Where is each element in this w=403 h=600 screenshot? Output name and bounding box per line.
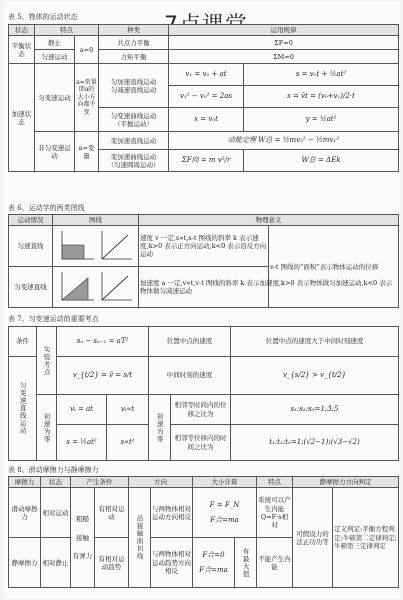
t5-eq1: v₁ = v₀ + at	[169, 64, 244, 86]
t5-eq6: y = ½at²	[244, 108, 399, 132]
t6-row2-label: 匀变速直线	[9, 267, 53, 308]
t7-row-label: 匀变速直线运动	[9, 357, 37, 461]
t8-f-ma: F合=ma	[210, 515, 239, 524]
t7-equal-time-ratio: s₁:s₂:s₃=1:3:5	[231, 395, 399, 425]
table8-caption: 表 8、滑动摩擦力与静摩擦力	[8, 466, 99, 474]
table8	[8, 476, 399, 588]
t8-elastic: 有弹力	[72, 551, 93, 560]
t6-row2-graphs	[53, 267, 139, 308]
t5-eq7: ΣF向 = m v²/r	[169, 150, 244, 172]
t5-moment: 力矩平衡	[99, 50, 169, 64]
t8-max-value: 有最大值	[235, 538, 257, 588]
t8-relative-move: 相对运动	[41, 488, 71, 538]
t6-row1-svg	[56, 227, 136, 263]
t5-common: 共点力平衡	[99, 36, 169, 50]
t6-h-graph: 图线	[53, 215, 139, 226]
t7-init-zero: 初速为零	[37, 395, 57, 461]
t8-h-5: 特点	[257, 477, 293, 488]
t5-uniform: 匀速运动	[35, 50, 75, 64]
t7-cond: 条件	[9, 327, 37, 357]
t7-equal-time: 相邻等时间内的位移之比为	[171, 395, 231, 425]
t6-row2-desc: 加速度 a 一定,v∝t,v-t 图线的斜率 k 表示加速度,k>0 表示物体做匀加速运动,k<0 表示物体做匀减速运动	[139, 267, 399, 308]
t8-judge-detail: 定义判定:平衡方程判定;牛顿第二定律判定;牛顿第三定律判定	[333, 488, 399, 588]
t7-mid-time: 中间时刻的速度	[149, 357, 231, 395]
t5-var-straight: 变加速直线运动	[99, 132, 169, 150]
table7	[8, 326, 399, 461]
t7-mid-time-left: v_{t/2} = v̄ = s/t	[57, 357, 149, 395]
t5-eq3: v₁² − v₀² = 2as	[169, 86, 244, 108]
t7-equal-disp: 相邻等位移内的时间之比为	[171, 425, 231, 461]
t7-v-at: vₜ = at	[57, 395, 107, 425]
t8-f-mu-n: F = F_N	[209, 500, 240, 509]
t5-eq4: s = v̄t = (v₀+v₁)/2·t	[244, 86, 399, 108]
t5-eq5: x = v₀t	[169, 108, 244, 132]
t7-delta-s: sₙ − sₙ₋₁ = aT²	[57, 327, 149, 357]
t7-pos-mid: 位置中点的速度	[149, 327, 231, 357]
t5-kinetic: 动能定理 W总 = ½mv₂² − ½mv₁²	[169, 132, 399, 150]
t8-h-2: 产生条件	[71, 477, 129, 488]
t6-h-case: 运动情况	[9, 215, 53, 226]
table5	[8, 24, 399, 172]
t8-opposite-tend: 与两物体相对运动趋势方向相反	[151, 538, 193, 588]
t6-row2-svg	[56, 268, 136, 304]
t8-has-relative: 有相对运动	[95, 488, 129, 538]
t8-h-6: 静摩擦力方向判定	[293, 477, 399, 488]
t5-h-feature: 特点	[35, 25, 99, 36]
t5-straight: 匀加速直线运动 匀减速直线运动	[99, 64, 169, 108]
t8-judge-method: 可假设力的法正功功等	[293, 488, 333, 588]
t8-f-mu	[193, 488, 257, 538]
t8-feature-sliding: 系统可以产生内能 Q=F·s相对	[257, 488, 293, 538]
t6-row1-desc: 速度 v 一定,s∝t,s-t 图线的斜率 k 表示速度,k>0 表示正方向运动,k<0 表示沿反方向运动	[139, 226, 269, 267]
t8-feature-static: 不能产生内能	[257, 538, 293, 588]
table6-caption: 表 6、运动学的两类图线	[8, 204, 85, 212]
t7-equal-disp-ratio: t₁:t₂:t₃=1:(√2−1):(√3−√2)	[231, 425, 399, 461]
t7-init-zero2: 初速为零	[149, 395, 171, 461]
t5-summ: ΣM=0	[169, 50, 399, 64]
t5-var-curve: 变加速曲线运动 （匀速圆周运动）	[99, 150, 169, 172]
t6-row1-graphs	[53, 226, 139, 267]
t5-a-zero: a=0	[75, 36, 99, 64]
t8-f-static	[193, 538, 235, 588]
t5-balance: 平衡状态	[9, 36, 35, 64]
sheet	[4, 2, 400, 598]
t8-opposite-move: 与两物体相对运动方向相反	[151, 488, 193, 538]
vt-line	[102, 276, 128, 300]
t8-rough: 粗糙	[76, 515, 89, 524]
t5-h-kind: 种类	[99, 25, 169, 36]
t6-row1-right: v-t 图线的“面积”表示物体运动的位移	[269, 226, 399, 308]
t7-s-prop: s∝t²	[107, 425, 149, 461]
t5-a-const: a=常量即a的大小方向都不变	[75, 64, 99, 132]
t5-uniform-var: 匀变速运动	[35, 64, 75, 132]
t8-contact: 接触	[76, 533, 89, 542]
t8-h-3: 方向	[129, 477, 193, 488]
t8-sliding: 滑动摩擦力	[9, 488, 41, 538]
t7-v-prop: vₜ∝t	[107, 395, 149, 425]
t8-f-ma2: F合=ma	[199, 565, 228, 574]
t5-h-law: 运用规律	[169, 25, 399, 36]
t5-a-var: a=变量	[75, 132, 99, 172]
t5-eq8: W总 = ΔEk	[244, 150, 399, 172]
t8-along: 沿接触面切线	[129, 488, 151, 588]
t6-h-meaning: 物理意义	[139, 215, 399, 226]
t5-accel: 加速状态	[9, 64, 35, 172]
t7-exam: 实验考点	[37, 327, 57, 395]
t8-static: 静摩擦力	[9, 538, 41, 588]
vt-flat-area	[62, 245, 84, 259]
t5-h-state: 状态	[9, 25, 35, 36]
t7-s-eq: s = ½at²	[57, 425, 107, 461]
table7-caption: 表 7、匀变速运动的重要考点	[8, 315, 99, 323]
t8-has-tendency: 有相对运动趋势	[95, 538, 129, 588]
t8-h-0: 摩擦力	[9, 477, 41, 488]
table6	[8, 214, 399, 308]
t8-h-1: 状态	[41, 477, 71, 488]
t5-eq2: s = v₀t + ½at²	[244, 64, 399, 86]
t8-relative-static: 相对静止	[41, 538, 71, 588]
t7-compare: v_{s/2} > v_{t/2}	[231, 357, 399, 395]
t7-pos-mid-note: 位置中点的速度大于中间时刻速度	[231, 327, 399, 357]
st-line	[102, 235, 128, 259]
t6-row1-label: 匀速直线	[9, 226, 53, 267]
table5-caption: 表 5、物体的运动状态	[8, 13, 78, 21]
t8-f-zero: F合=0	[202, 550, 225, 559]
t5-sumf: ΣF=0	[169, 36, 399, 50]
t5-curve: 匀变速曲线运动 （平抛运动）	[99, 108, 169, 132]
t5-static: 静止	[35, 36, 75, 50]
t8-conditions	[71, 488, 95, 588]
vt-ramp-area	[62, 278, 88, 300]
t5-nonuniform: 非匀变速运动	[35, 132, 75, 172]
t8-h-4: 大小计算	[193, 477, 257, 488]
